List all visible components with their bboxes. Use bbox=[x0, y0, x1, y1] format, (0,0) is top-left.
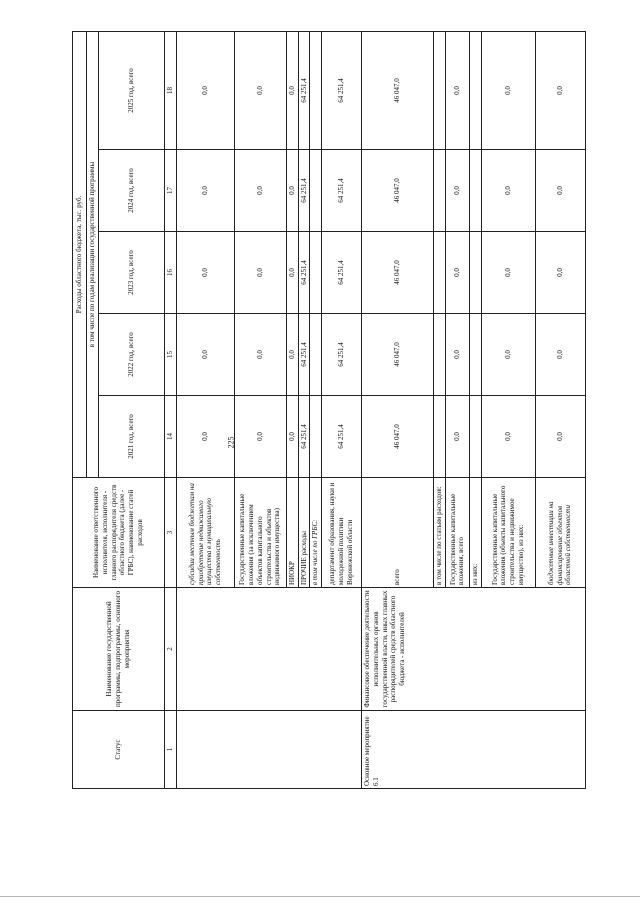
col-number: 17 bbox=[164, 150, 176, 232]
row-value: 0,0 bbox=[234, 314, 286, 396]
row-value bbox=[310, 314, 322, 396]
row-value: 0,0 bbox=[481, 232, 535, 314]
row-value: 0,0 bbox=[234, 150, 286, 232]
header-year-2025: 2025 год, всего bbox=[98, 31, 164, 149]
row-value: 64 251,4 bbox=[322, 314, 362, 396]
row-value: 0,0 bbox=[286, 314, 298, 396]
row-label: субсидии местным бюджетам на приобретение недвижимого имущества в муниципальную собственность bbox=[176, 478, 234, 588]
table-row bbox=[176, 31, 234, 788]
page-bottom-divider bbox=[0, 896, 640, 897]
header-year-2023: 2023 год, всего bbox=[98, 232, 164, 314]
budget-table-rotated bbox=[72, 32, 627, 789]
row-value bbox=[310, 396, 322, 478]
row-value: 0,0 bbox=[481, 150, 535, 232]
row-label: всего bbox=[362, 478, 434, 588]
empty-name-cell bbox=[176, 588, 361, 711]
row-label: НИОКР bbox=[286, 478, 298, 588]
row-value: 0,0 bbox=[234, 31, 286, 149]
row-value: 64 251,4 bbox=[298, 314, 310, 396]
row-value: 64 251,4 bbox=[298, 150, 310, 232]
row-label: в том числе по статьям расходов: bbox=[434, 478, 446, 588]
row-value bbox=[434, 396, 446, 478]
row-value: 0,0 bbox=[234, 232, 286, 314]
row-value: 64 251,4 bbox=[298, 232, 310, 314]
header-year-2022: 2022 год, всего bbox=[98, 314, 164, 396]
row-value: 0,0 bbox=[176, 396, 234, 478]
page-number: 225 bbox=[226, 436, 236, 449]
row-value: 0,0 bbox=[176, 314, 234, 396]
header-year-2021: 2021 год, всего bbox=[98, 396, 164, 478]
row-label: Государственные капитальные вложения, всего bbox=[445, 478, 469, 588]
row-value: 0,0 bbox=[481, 314, 535, 396]
row-value bbox=[434, 314, 446, 396]
event-name: Финансовое обеспечение деятельности исполнительных органов государственной власти, иных главных распорядителей средств областного бюджета - исполнителей bbox=[362, 588, 586, 711]
budget-table bbox=[72, 31, 586, 789]
row-value bbox=[434, 232, 446, 314]
col-number: 18 bbox=[164, 31, 176, 149]
row-value: 0,0 bbox=[535, 232, 585, 314]
header-status: Статус bbox=[73, 711, 165, 789]
row-value: 0,0 bbox=[286, 232, 298, 314]
row-label: в том числе по ГРБС: bbox=[310, 478, 322, 588]
header-executor: Наименование ответственного исполнителя, исполнителя - главного распорядителя средств областного бюджета (далее - ГРБС), наименование статей расходов bbox=[73, 478, 165, 588]
header-program-name: Наименование государственной программы, подпрограммы, основного мероприятия bbox=[73, 588, 165, 711]
row-value bbox=[310, 31, 322, 149]
row-label: ПРОЧИЕ расходы bbox=[298, 478, 310, 588]
row-label: Государственные капитальные вложения (объекты капитального строительства и недвижимое имущество), из них: bbox=[481, 478, 535, 588]
row-value: 0,0 bbox=[535, 396, 585, 478]
row-value: 0,0 bbox=[176, 31, 234, 149]
row-value bbox=[469, 150, 481, 232]
row-value: 46 047,0 bbox=[362, 31, 434, 149]
row-value bbox=[434, 150, 446, 232]
row-value bbox=[469, 396, 481, 478]
header-budget-subtitle: в том числе по годам реализации государственной программы bbox=[87, 31, 99, 477]
row-value: 64 251,4 bbox=[322, 232, 362, 314]
row-value: 0,0 bbox=[445, 150, 469, 232]
col-number: 15 bbox=[164, 314, 176, 396]
col-number: 3 bbox=[164, 478, 176, 588]
row-value: 64 251,4 bbox=[298, 396, 310, 478]
event-status: Основное мероприятие 6.1 bbox=[362, 711, 586, 789]
row-value: 64 251,4 bbox=[322, 396, 362, 478]
row-value: 0,0 bbox=[445, 31, 469, 149]
row-value bbox=[469, 31, 481, 149]
row-value: 0,0 bbox=[286, 396, 298, 478]
row-value: 0,0 bbox=[535, 150, 585, 232]
row-value: 0,0 bbox=[286, 150, 298, 232]
row-value: 0,0 bbox=[481, 31, 535, 149]
row-value: 0,0 bbox=[445, 232, 469, 314]
row-value: 64 251,4 bbox=[322, 150, 362, 232]
row-value: 0,0 bbox=[176, 150, 234, 232]
row-value: 0,0 bbox=[535, 314, 585, 396]
row-value: 64 251,4 bbox=[298, 31, 310, 149]
row-value bbox=[310, 150, 322, 232]
empty-status-cell bbox=[176, 711, 361, 789]
row-label: из них: bbox=[469, 478, 481, 588]
header-year-2024: 2024 год, всего bbox=[98, 150, 164, 232]
row-value: 46 047,0 bbox=[362, 314, 434, 396]
row-value: 0,0 bbox=[481, 396, 535, 478]
row-label: департамент образования, науки и молодежной политики Воронежской области bbox=[322, 478, 362, 588]
row-value: 0,0 bbox=[445, 314, 469, 396]
row-value: 0,0 bbox=[286, 31, 298, 149]
row-value bbox=[434, 31, 446, 149]
row-value: 0,0 bbox=[445, 396, 469, 478]
row-value bbox=[310, 232, 322, 314]
row-value: 46 047,0 bbox=[362, 396, 434, 478]
col-number: 1 bbox=[164, 711, 176, 789]
row-label: Государственные капитальные вложения (за исключением объектов капитального строительства и объектов недвижимого имущества) bbox=[234, 478, 286, 588]
row-value: 0,0 bbox=[535, 31, 585, 149]
row-value: 0,0 bbox=[234, 396, 286, 478]
row-label: бюджетные инвестиции на финансирование объектов областной собственности bbox=[535, 478, 585, 588]
row-value bbox=[469, 232, 481, 314]
table-row bbox=[362, 31, 434, 788]
col-number: 16 bbox=[164, 232, 176, 314]
row-value: 46 047,0 bbox=[362, 232, 434, 314]
row-value: 64 251,4 bbox=[322, 31, 362, 149]
header-budget-title: Расходы областного бюджета, тыс. руб. bbox=[73, 31, 87, 477]
col-number: 2 bbox=[164, 588, 176, 711]
row-value bbox=[469, 314, 481, 396]
row-value: 46 047,0 bbox=[362, 150, 434, 232]
col-number: 14 bbox=[164, 396, 176, 478]
row-value: 0,0 bbox=[176, 232, 234, 314]
